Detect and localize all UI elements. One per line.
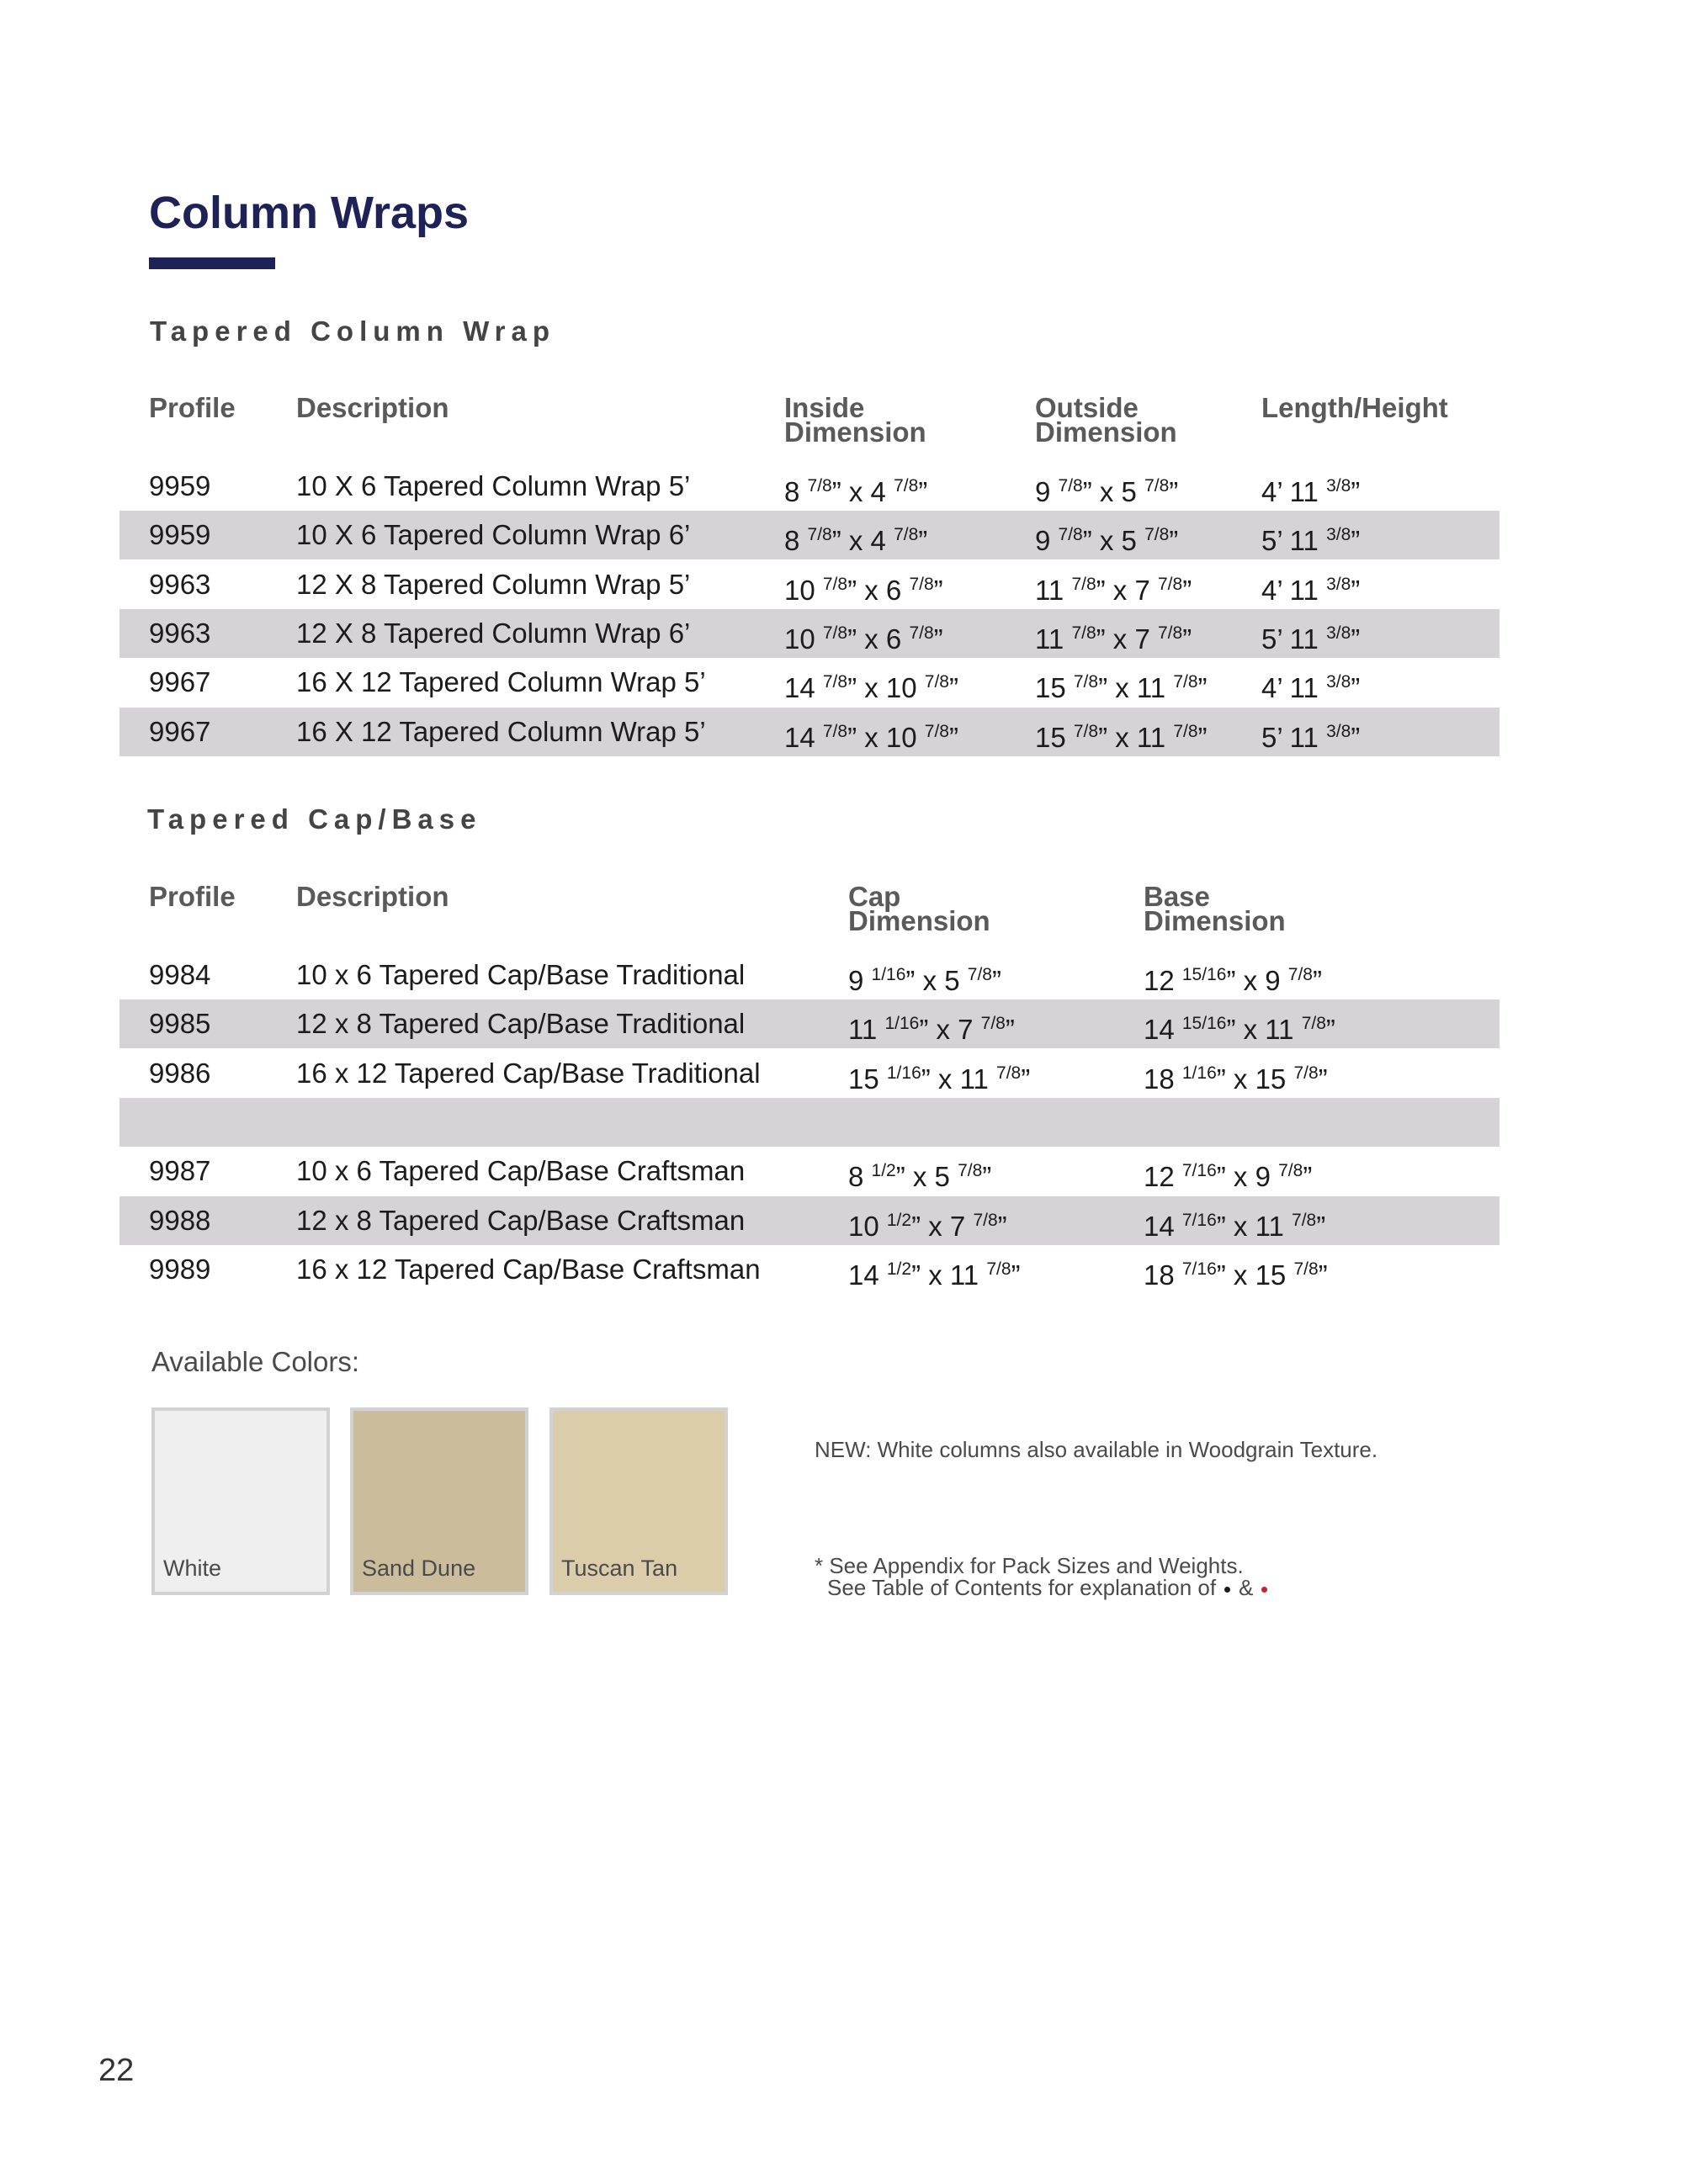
table-row [119, 1196, 1500, 1245]
cell-base-dimension: 14 $^{7/16}$” x 11 $^{7/8}$” [1144, 1210, 1326, 1242]
cell-base-dimension: 14 $^{15/16}$” x 11 $^{7/8}$” [1144, 1014, 1335, 1046]
woodgrain-note: NEW: White columns also available in Woodgrain Texture. [815, 1437, 1378, 1462]
cell-description: 16 X 12 Tapered Column Wrap 5’ [296, 666, 706, 698]
cell-description: 10 X 6 Tapered Column Wrap 6’ [296, 519, 691, 551]
cell-description: 12 X 8 Tapered Column Wrap 5’ [296, 568, 691, 600]
cell-outside-dimension: 9 $^{7/8}$” x 5 $^{7/8}$” [1035, 525, 1179, 557]
section-title-tapered-cap-base: Tapered Cap/Base [147, 803, 482, 835]
header-length-height: Length/Height [1261, 392, 1448, 423]
cell-cap-dimension: 15 $^{1/16}$” x 11 $^{7/8}$” [848, 1063, 1031, 1095]
cell-length-height: 4’ 11 $^{3/8}$” [1261, 574, 1361, 606]
swatch-white [151, 1407, 330, 1595]
cell-cap-dimension: 10 $^{1/2}$” x 7 $^{7/8}$” [848, 1210, 1007, 1242]
cell-profile: 9987 [149, 1155, 211, 1187]
toc-note: See Table of Contents for explanation of & [827, 1575, 1276, 1601]
cell-base-dimension: 18 $^{1/16}$” x 15 $^{7/8}$” [1144, 1063, 1328, 1095]
page-number: 22 [98, 2053, 135, 2088]
cell-profile: 9984 [149, 959, 211, 990]
table-row [119, 1049, 1500, 1098]
cell-length-height: 4’ 11 $^{3/8}$” [1261, 476, 1361, 507]
table-row [119, 951, 1500, 999]
header-description: Description [296, 881, 449, 912]
header-outside-dimension: Outside Dimension [1035, 392, 1177, 448]
cell-inside-dimension: 10 $^{7/8}$” x 6 $^{7/8}$” [784, 623, 943, 655]
cell-inside-dimension: 14 $^{7/8}$” x 10 $^{7/8}$” [784, 672, 958, 704]
cell-outside-dimension: 11 $^{7/8}$” x 7 $^{7/8}$” [1035, 574, 1192, 606]
cell-cap-dimension: 11 $^{1/16}$” x 7 $^{7/8}$” [848, 1014, 1015, 1046]
table-row [119, 708, 1500, 756]
cell-description: 10 x 6 Tapered Cap/Base Craftsman [296, 1155, 746, 1187]
header-profile: Profile [149, 392, 236, 423]
header-inside-dimension: Inside Dimension [784, 392, 926, 448]
black-dot-icon [1224, 1587, 1230, 1593]
header-description: Description [296, 392, 449, 423]
table-row [119, 1147, 1500, 1195]
cell-profile: 9963 [149, 568, 211, 600]
cell-base-dimension: 12 $^{7/16}$” x 9 $^{7/8}$” [1144, 1161, 1313, 1193]
swatch-label: Tuscan Tan [561, 1556, 678, 1581]
cell-description: 10 x 6 Tapered Cap/Base Traditional [296, 959, 746, 990]
cell-cap-dimension: 14 $^{1/2}$” x 11 $^{7/8}$” [848, 1259, 1021, 1291]
table-row [119, 511, 1500, 559]
cell-inside-dimension: 10 $^{7/8}$” x 6 $^{7/8}$” [784, 574, 943, 606]
swatch-label: White [163, 1556, 222, 1581]
cell-profile: 9967 [149, 666, 211, 698]
cell-length-height: 4’ 11 $^{3/8}$” [1261, 672, 1361, 704]
cell-profile: 9988 [149, 1204, 211, 1236]
appendix-note: * See Appendix for Pack Sizes and Weights. [815, 1553, 1244, 1578]
cell-description: 16 x 12 Tapered Cap/Base Craftsman [296, 1253, 761, 1285]
red-dot-icon [1261, 1587, 1267, 1593]
table-row [119, 609, 1500, 658]
header-base-dimension: Base Dimension [1144, 881, 1286, 936]
cell-description: 12 x 8 Tapered Cap/Base Craftsman [296, 1204, 746, 1236]
cell-profile: 9967 [149, 715, 211, 747]
table-row [119, 658, 1500, 707]
cell-description: 12 X 8 Tapered Column Wrap 6’ [296, 617, 691, 649]
table-row [119, 1098, 1500, 1147]
cell-length-height: 5’ 11 $^{3/8}$” [1261, 623, 1361, 655]
cell-profile: 9959 [149, 470, 211, 501]
cell-description: 16 X 12 Tapered Column Wrap 5’ [296, 715, 706, 747]
cell-description: 16 x 12 Tapered Cap/Base Traditional [296, 1057, 761, 1089]
cell-inside-dimension: 8 $^{7/8}$” x 4 $^{7/8}$” [784, 525, 928, 557]
cell-outside-dimension: 11 $^{7/8}$” x 7 $^{7/8}$” [1035, 623, 1192, 655]
table-row [119, 560, 1500, 609]
table-row [119, 1245, 1500, 1294]
section-title-tapered-column-wrap: Tapered Column Wrap [150, 315, 555, 347]
cell-description: 12 x 8 Tapered Cap/Base Traditional [296, 1008, 746, 1040]
cell-description: 10 X 6 Tapered Column Wrap 5’ [296, 470, 691, 501]
available-colors-label: Available Colors: [151, 1346, 360, 1377]
cell-profile: 9959 [149, 519, 211, 551]
cell-cap-dimension: 9 $^{1/16}$” x 5 $^{7/8}$” [848, 965, 1001, 996]
cell-profile: 9985 [149, 1008, 211, 1040]
cell-profile: 9986 [149, 1057, 211, 1089]
title-underline [149, 257, 275, 269]
cell-outside-dimension: 15 $^{7/8}$” x 11 $^{7/8}$” [1035, 672, 1208, 704]
cell-profile: 9963 [149, 617, 211, 649]
cell-length-height: 5’ 11 $^{3/8}$” [1261, 525, 1361, 557]
cell-base-dimension: 18 $^{7/16}$” x 15 $^{7/8}$” [1144, 1259, 1328, 1291]
cell-inside-dimension: 14 $^{7/8}$” x 10 $^{7/8}$” [784, 721, 958, 753]
cell-length-height: 5’ 11 $^{3/8}$” [1261, 721, 1361, 753]
swatch-label: Sand Dune [362, 1556, 476, 1581]
cell-outside-dimension: 9 $^{7/8}$” x 5 $^{7/8}$” [1035, 476, 1179, 507]
swatch-sand-dune [350, 1407, 528, 1595]
table-row [119, 999, 1500, 1048]
swatch-tuscan-tan [549, 1407, 728, 1595]
header-cap-dimension: Cap Dimension [848, 881, 990, 936]
cell-base-dimension: 12 $^{15/16}$” x 9 $^{7/8}$” [1144, 965, 1322, 996]
header-profile: Profile [149, 881, 236, 912]
page-title: Column Wraps [149, 188, 470, 238]
cell-profile: 9989 [149, 1253, 211, 1285]
cell-inside-dimension: 8 $^{7/8}$” x 4 $^{7/8}$” [784, 476, 928, 507]
cell-outside-dimension: 15 $^{7/8}$” x 11 $^{7/8}$” [1035, 721, 1208, 753]
cell-cap-dimension: 8 $^{1/2}$” x 5 $^{7/8}$” [848, 1161, 992, 1193]
table-row [119, 462, 1500, 511]
